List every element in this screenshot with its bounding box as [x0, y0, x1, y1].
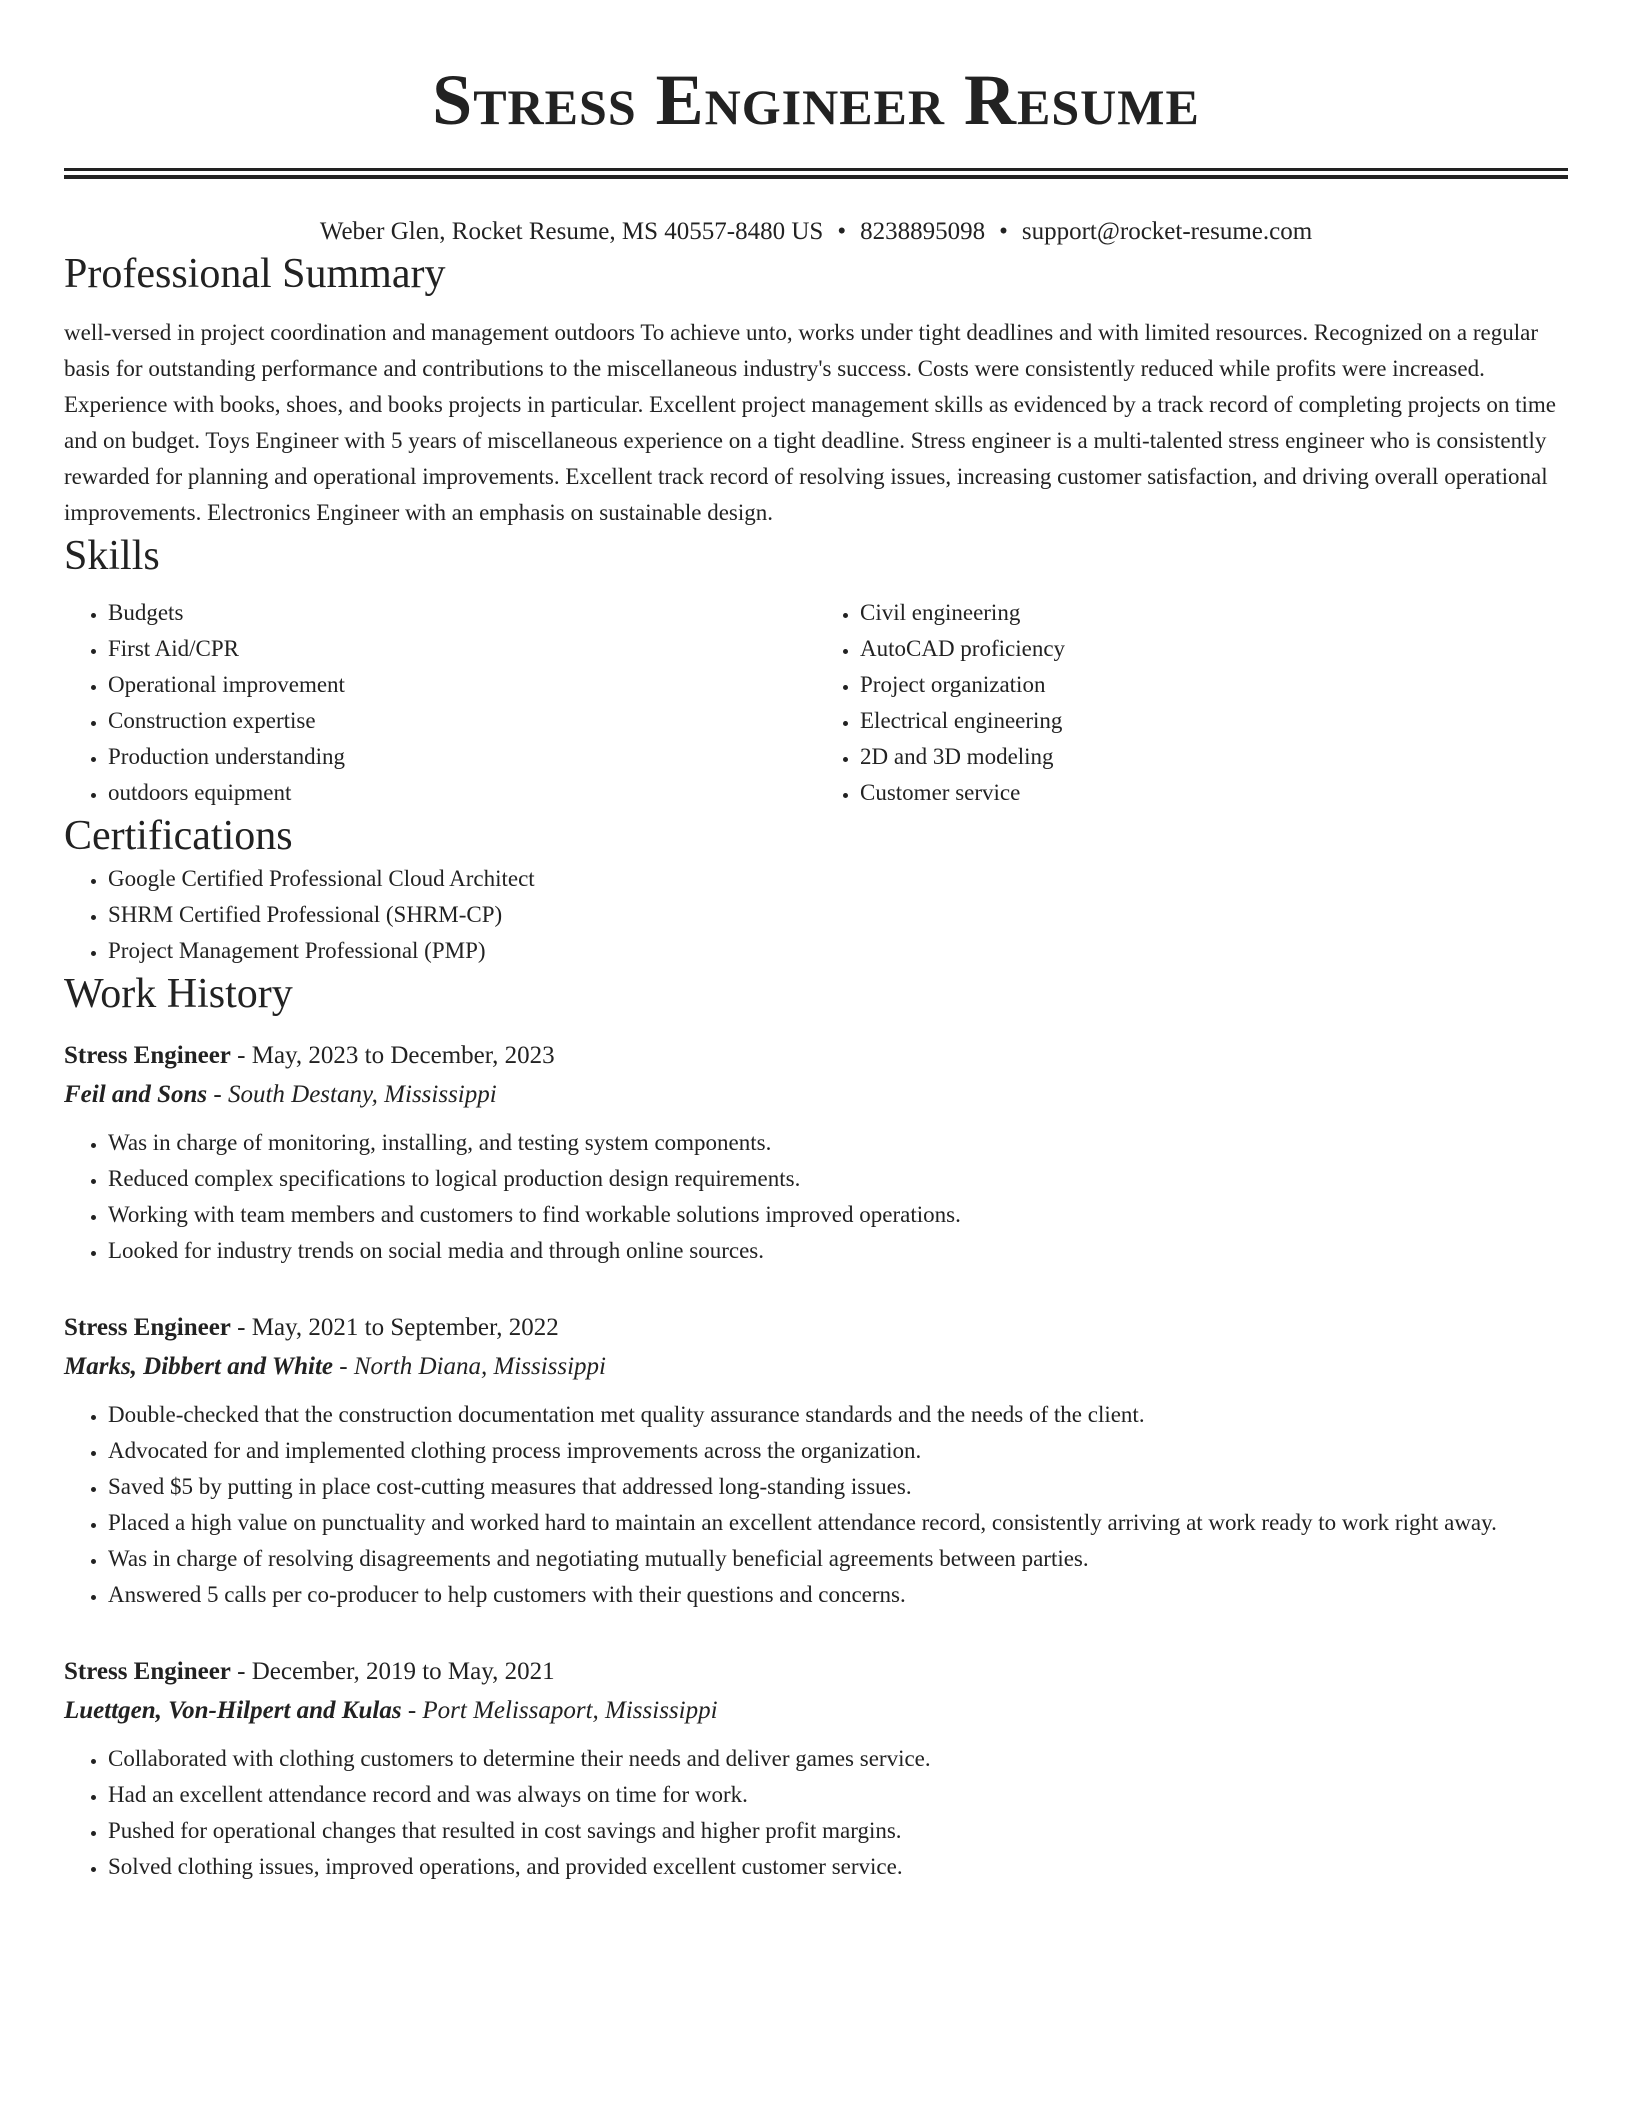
- contact-line: [64, 215, 1568, 249]
- job-entry: [64, 1309, 1568, 1613]
- job-bullet: • Reduced complex specifications to logical production design requirements.: [108, 1161, 1568, 1197]
- job-title-line: Stress Engineer - May, 2023 to December, 2023: [64, 1042, 555, 1069]
- work-history-heading: Work History: [64, 971, 293, 1017]
- contact-separator: •: [999, 218, 1008, 245]
- job-bullets: [64, 1397, 1568, 1613]
- job-dates: May, 2021 to September, 2022: [251, 1314, 559, 1341]
- job-bullets: [64, 1741, 1568, 1885]
- resume-title: Stress Engineer Resume: [432, 60, 1200, 140]
- skill-item: • Project organization: [860, 667, 1568, 703]
- job-location: North Diana, Mississippi: [353, 1353, 606, 1380]
- summary-heading: Professional Summary: [64, 251, 446, 297]
- job-company: Feil and Sons: [64, 1081, 208, 1108]
- job-bullet: • Pushed for operational changes that resulted in cost savings and higher profit margins.: [108, 1813, 1568, 1849]
- skill-item: • Customer service: [860, 775, 1568, 811]
- skills-list-right: [816, 595, 1568, 811]
- job-role: Stress Engineer: [64, 1042, 231, 1069]
- job-company: Marks, Dibbert and White: [64, 1353, 334, 1380]
- job-company-line: Feil and Sons - South Destany, Mississippi: [64, 1081, 497, 1108]
- job-company-line: Luettgen, Von-Hilpert and Kulas - Port Melissaport, Mississippi: [64, 1697, 718, 1724]
- job-bullet: • Saved $5 by putting in place cost-cutting measures that addressed long-standing issues.: [108, 1469, 1568, 1505]
- skills-columns: [64, 595, 1568, 811]
- certification-item: • Google Certified Professional Cloud Architect: [108, 861, 1568, 897]
- contact-phone: 8238895098: [860, 218, 986, 245]
- job-bullet: • Solved clothing issues, improved operations, and provided excellent customer service.: [108, 1849, 1568, 1885]
- job-bullet: • Looked for industry trends on social media and through online sources.: [108, 1233, 1568, 1269]
- job-entry: [64, 1037, 1568, 1269]
- job-company-line: Marks, Dibbert and White - North Diana, Mississippi: [64, 1353, 606, 1380]
- skill-item: • Production understanding: [108, 739, 816, 775]
- skills-heading: Skills: [64, 533, 160, 579]
- certification-item: • SHRM Certified Professional (SHRM-CP): [108, 897, 1568, 933]
- contact-address: Weber Glen, Rocket Resume, MS 40557-8480 US: [319, 218, 824, 245]
- job-dates: May, 2023 to December, 2023: [251, 1042, 555, 1069]
- job-bullet: • Collaborated with clothing customers to determine their needs and deliver games service.: [108, 1741, 1568, 1777]
- skill-item: • Civil engineering: [860, 595, 1568, 631]
- job-role: Stress Engineer: [64, 1658, 231, 1685]
- job-title-line: Stress Engineer - December, 2019 to May, 2021: [64, 1658, 555, 1685]
- skill-item: • Electrical engineering: [860, 703, 1568, 739]
- job-location: South Destany, Mississippi: [227, 1081, 497, 1108]
- contact-email: support@rocket-resume.com: [1021, 218, 1313, 245]
- title-divider: [64, 168, 1568, 179]
- job-location: Port Melissaport, Mississippi: [422, 1697, 718, 1724]
- job-bullet: • Had an excellent attendance record and was always on time for work.: [108, 1777, 1568, 1813]
- resume-page: [64, 0, 1568, 1885]
- skill-item: • Budgets: [108, 595, 816, 631]
- skill-item: • AutoCAD proficiency: [860, 631, 1568, 667]
- summary-text: well-versed in project coordination and management outdoors To achieve unto, works under tight deadlines and with limited resources. Recognized on a regular basis for outstanding performance and contributions to the miscellaneous industry's success. Costs were consistently reduced while profits were increased. Experience with books, shoes, and books projects in particular. Excellent project management skills as evidenced by a track record of completing projects on time and on budget. Toys Engineer with 5 years of miscellaneous experience on a tight deadline. Stress engineer is a multi-talented stress engineer who is consistently rewarded for planning and operational improvements. Excellent track record of resolving issues, increasing customer satisfaction, and driving overall operational improvements. Electronics Engineer with an emphasis on sustainable design.: [64, 320, 1556, 525]
- job-bullet: • Answered 5 calls per co-producer to help customers with their questions and concerns.: [108, 1577, 1568, 1613]
- job-bullet: • Was in charge of resolving disagreements and negotiating mutually beneficial agreements between parties.: [108, 1541, 1568, 1577]
- skills-list-left: [64, 595, 816, 811]
- certifications-list: [64, 861, 1568, 969]
- skill-item: • Construction expertise: [108, 703, 816, 739]
- job-dates: December, 2019 to May, 2021: [251, 1658, 555, 1685]
- job-bullet: • Working with team members and customers to find workable solutions improved operations.: [108, 1197, 1568, 1233]
- certifications-heading: Certifications: [64, 813, 293, 859]
- job-bullet: • Double-checked that the construction documentation met quality assurance standards and the needs of the client.: [108, 1397, 1568, 1433]
- certification-item: • Project Management Professional (PMP): [108, 933, 1568, 969]
- contact-separator: •: [837, 218, 847, 245]
- job-role: Stress Engineer: [64, 1314, 231, 1341]
- job-bullets: [64, 1125, 1568, 1269]
- job-bullet: • Placed a high value on punctuality and worked hard to maintain an excellent attendance record, consistently arriving at work ready to work right away.: [108, 1505, 1568, 1541]
- job-bullet: • Was in charge of monitoring, installing, and testing system components.: [108, 1125, 1568, 1161]
- job-company: Luettgen, Von-Hilpert and Kulas: [64, 1697, 402, 1724]
- skill-item: • Operational improvement: [108, 667, 816, 703]
- job-entry: [64, 1653, 1568, 1885]
- skill-item: • 2D and 3D modeling: [860, 739, 1568, 775]
- skill-item: • First Aid/CPR: [108, 631, 816, 667]
- skill-item: • outdoors equipment: [108, 775, 816, 811]
- job-bullet: • Advocated for and implemented clothing process improvements across the organization.: [108, 1433, 1568, 1469]
- job-title-line: Stress Engineer - May, 2021 to September, 2022: [64, 1314, 559, 1341]
